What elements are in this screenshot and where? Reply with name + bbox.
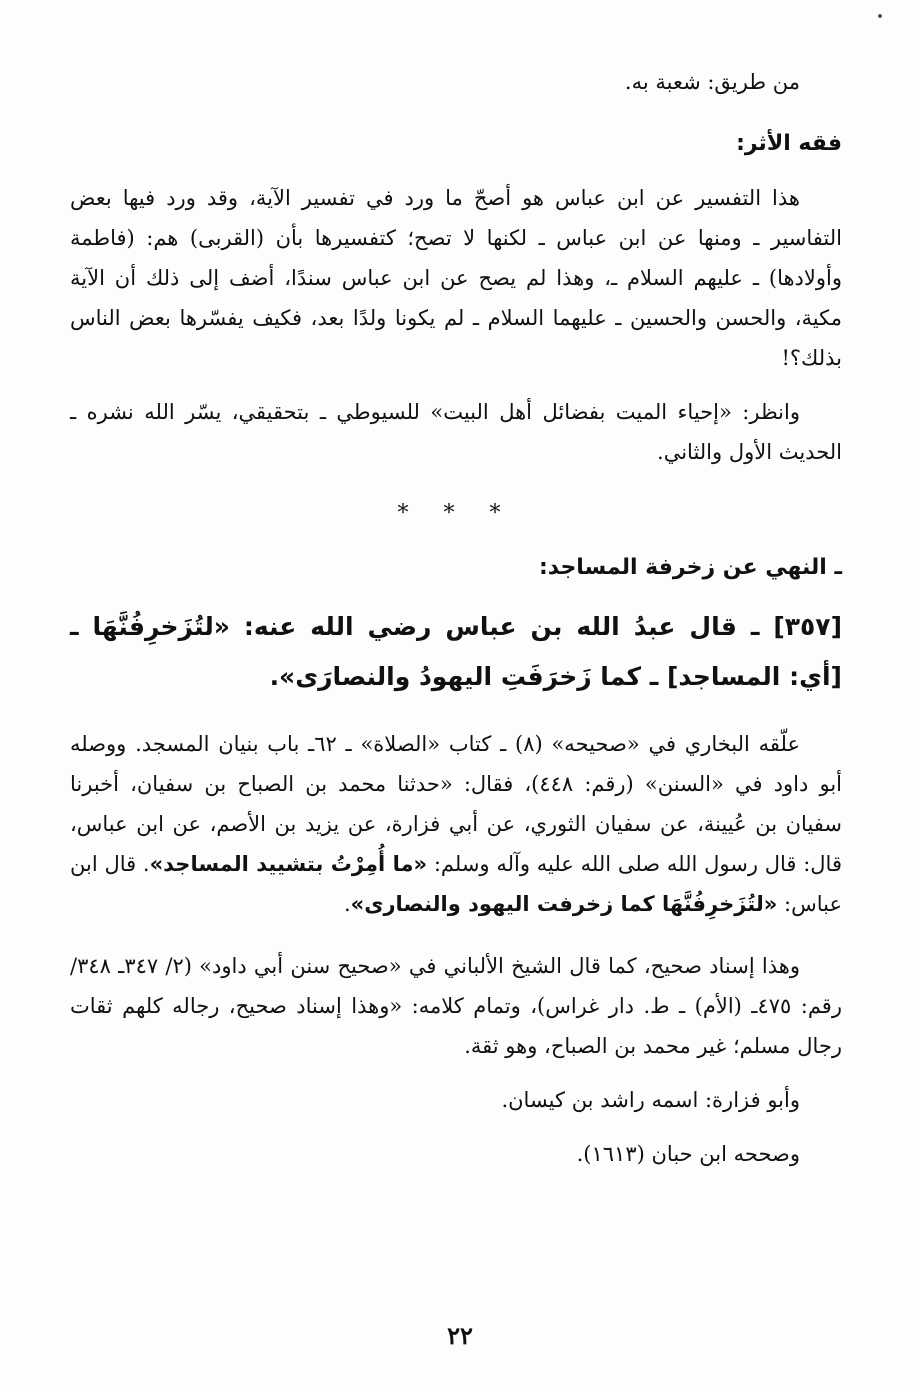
takhrij-end: .	[343, 892, 351, 916]
page-body	[70, 62, 842, 1174]
isnad-paragraph: وهذا إسناد صحيح، كما قال الشيخ الألباني في «صحيح سنن أبي داود» (٢/ ٣٤٧ـ ٣٤٨/رقم: ٤٧٥ـ (الأم) ـ ط. دار غراس)، وتمام كلامه: «وهذا إسناد صحيح، رجاله كلهم ثقات رجال مسلم؛ غير محمد بن الصباح، وهو ثقة.	[70, 954, 842, 1058]
ibn-hibban-line: وصححه ابن حبان (١٦١٣).	[576, 1142, 800, 1166]
hadith-text: [٣٥٧] ـ قال عبدُ الله بن عباس رضي الله عنه: «لتُزَخرِفُنَّهَا ـ [أي: المساجد] ـ كما زَخرَفَتِ اليهودُ والنصارَى».	[70, 612, 842, 691]
takhrij-paragraph	[70, 724, 842, 924]
page-number: ٢٢	[447, 1321, 473, 1350]
see-also-paragraph: وانظر: «إحياء الميت بفضائل أهل البيت» للسيوطي ـ بتحقيقي، يسّر الله نشره ـ الحديث الأول والثاني.	[70, 400, 842, 464]
takhrij-bold-quote-2: «لتُزَخرِفُنَّهَا كما زخرفت اليهود والنصارى»	[350, 892, 778, 916]
fiqh-heading: فقه الأثر:	[736, 131, 842, 156]
source-line: من طريق: شعبة به.	[624, 70, 800, 94]
abu-fazara-line: وأبو فزارة: اسمه راشد بن كيسان.	[501, 1088, 800, 1112]
fiqh-paragraph: هذا التفسير عن ابن عباس هو أصحّ ما ورد في تفسير الآية، وقد ورد فيها بعض التفاسير ـ ومنها عن ابن عباس ـ لكنها لا تصح؛ كتفسيرها بأن (القربى) هم: (فاطمة وأولادها) ـ عليهم السلام ـ، وهذا لم يصح عن ابن عباس سندًا، أضف إلى ذلك أن الآية مكية، والحسن والحسين ـ عليهما السلام ـ لم يكونا ولدًا بعد، فكيف يفسّرها بعض الناس بذلك؟!	[70, 186, 842, 370]
takhrij-start: علّقه البخاري في «صحيحه» (٨) ـ كتاب «الصلاة» ـ ٦٢ـ باب بنيان المسجد. ووصله أبو داود في «السنن» (رقم: ٤٤٨)، فقال: «حدثنا محمد بن الصباح بن سفيان، أخبرنا سفيان بن عُيينة، عن سفيان الثوري، عن أبي فزارة، عن يزيد بن الأصم، عن ابن عباس، قال: قال رسول الله صلى الله عليه وآله وسلم:	[70, 732, 842, 876]
takhrij-bold-quote-1: «ما أُمِرْتُ بتشييد المساجد»	[149, 852, 428, 876]
takhrij-middle: . قال ابن عباس:	[70, 852, 842, 916]
corner-speck	[878, 14, 882, 18]
section-separator: * * *	[397, 501, 515, 526]
section-heading: ـ النهي عن زخرفة المساجد:	[538, 555, 842, 580]
